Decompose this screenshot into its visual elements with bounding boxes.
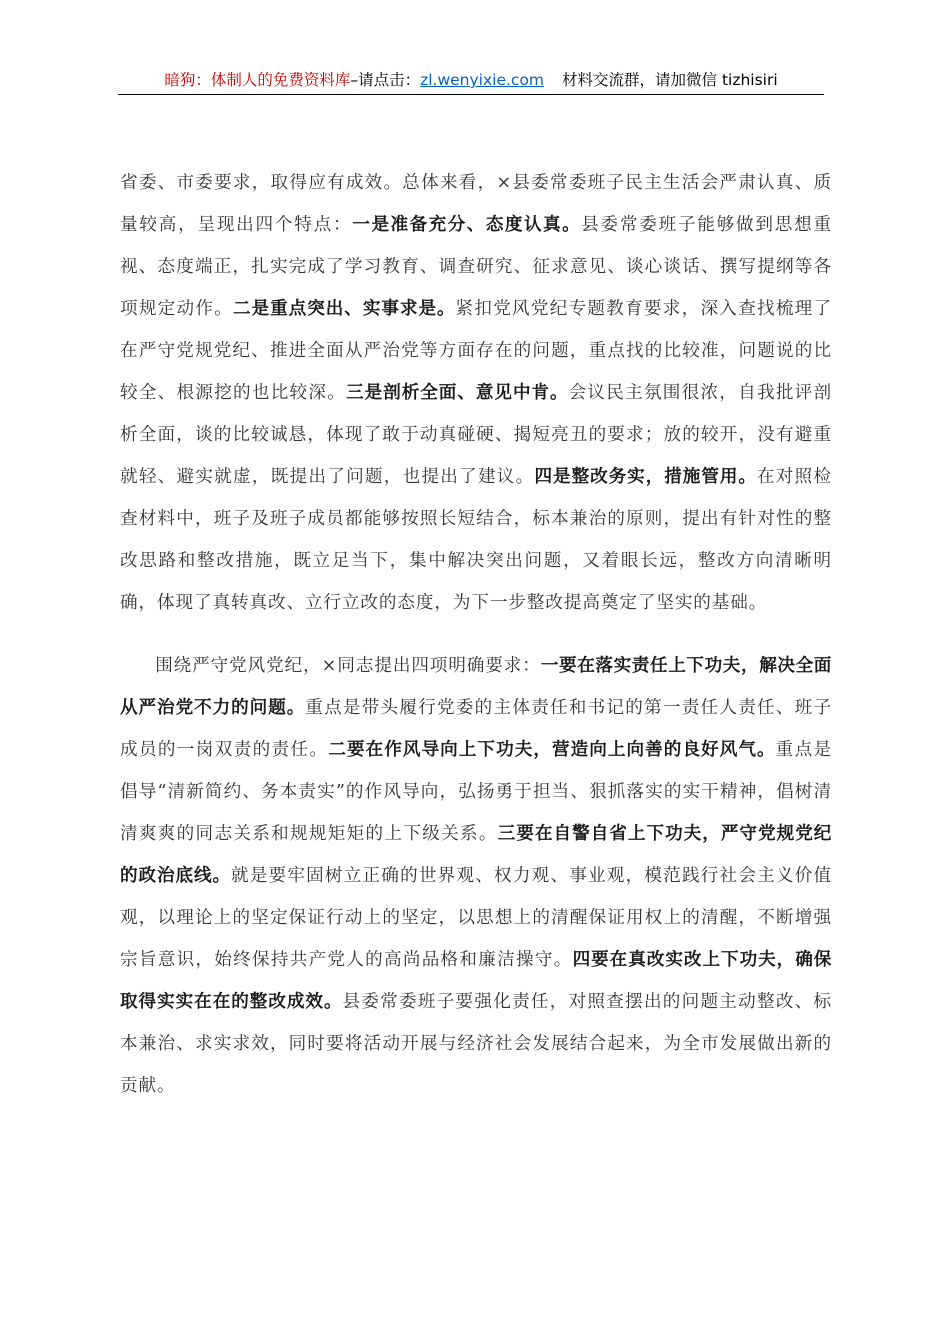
text-segment-bold: 一要在落实责任上下功夫，解决全面从严治党不力的问题。 — [120, 656, 832, 718]
paragraph-summary — [120, 162, 832, 624]
text-segment: 紧扣党风党纪专题教育要求，深入查找梳理了在严守党规党纪、推进全面从严治党等方面存在的问题，重点找的比较准，问题说的比较全、根源挖的也比较深。 — [120, 299, 832, 403]
header-contact: 材料交流群，请加微信 tizhisiri — [562, 71, 778, 89]
paragraph-requirements — [120, 645, 832, 1107]
text-segment: 会议民主氛围很浓，自我批评剖析全面，谈的比较诚恳，体现了敢于动真碰硬、揭短亮丑的要求；放的较开，没有避重就轻、避实就虚，既提出了问题，也提出了建议。 — [120, 383, 832, 487]
text-segment-bold: 三是剖析全面、意见中肯。 — [346, 383, 569, 403]
header-prompt: –请点击： — [350, 71, 421, 89]
text-segment: 县委常委班子要强化责任，对照查摆出的问题主动整改、标本兼治、求实求效，同时要将活动开展与经济社会发展结合起来，为全市发展做出新的贡献。 — [120, 992, 833, 1096]
text-segment-bold: 二要在作风导向上下功夫，营造向上向善的良好风气。 — [328, 740, 776, 760]
header-brand: 暗狗：体制人的免费资料库 — [164, 71, 351, 89]
text-segment: 重点是带头履行党委的主体责任和书记的第一责任人责任、班子成员的一岗双责的责任。 — [120, 698, 832, 760]
header-link[interactable]: zl.wenyixie.com — [420, 71, 545, 89]
text-segment-bold: 三要在自警自省上下功夫，严守党规党纪的政治底线。 — [120, 824, 832, 886]
page-header — [118, 66, 824, 95]
text-segment: 省委、市委要求，取得应有成效。总体来看，×县委常委班子民主生活会严肃认真、质量较高，呈现出四个特点： — [120, 173, 832, 235]
document-body — [120, 162, 832, 1107]
text-segment-bold: 四是整改务实，措施管用。 — [534, 467, 757, 487]
text-segment: 在对照检查材料中，班子及班子成员都能够按照长短结合，标本兼治的原则，提出有针对性的整改思路和整改措施，既立足当下，集中解决突出问题，又着眼长远，整改方向清晰明确，体现了真转真改、立行立改的态度，为下一步整改提高奠定了坚实的基础。 — [120, 467, 832, 613]
text-segment-bold: 一是准备充分、态度认真。 — [352, 215, 582, 235]
text-segment: 县委常委班子能够做到思想重视、态度端正，扎实完成了学习教育、调查研究、征求意见、谈心谈话、撰写提纲等各项规定动作。 — [120, 215, 832, 319]
text-segment-bold: 四要在真改实改上下功夫，确保取得实实在在的整改成效。 — [120, 950, 832, 1012]
text-segment: 围绕严守党风党纪，×同志提出四项明确要求： — [155, 656, 541, 676]
text-segment: 重点是倡导“清新简约、务本责实”的作风导向，弘扬勇于担当、狠抓落实的实干精神，倡树清清爽爽的同志关系和规规矩矩的上下级关系。 — [120, 740, 833, 844]
text-segment-bold: 二是重点突出、实事求是。 — [233, 299, 456, 319]
text-segment: 就是要牢固树立正确的世界观、权力观、事业观，模范践行社会主义价值观，以理论上的坚定保证行动上的坚定，以思想上的清醒保证用权上的清醒，不断增强宗旨意识，始终保持共产党人的高尚品格和廉洁操守。 — [120, 866, 832, 970]
